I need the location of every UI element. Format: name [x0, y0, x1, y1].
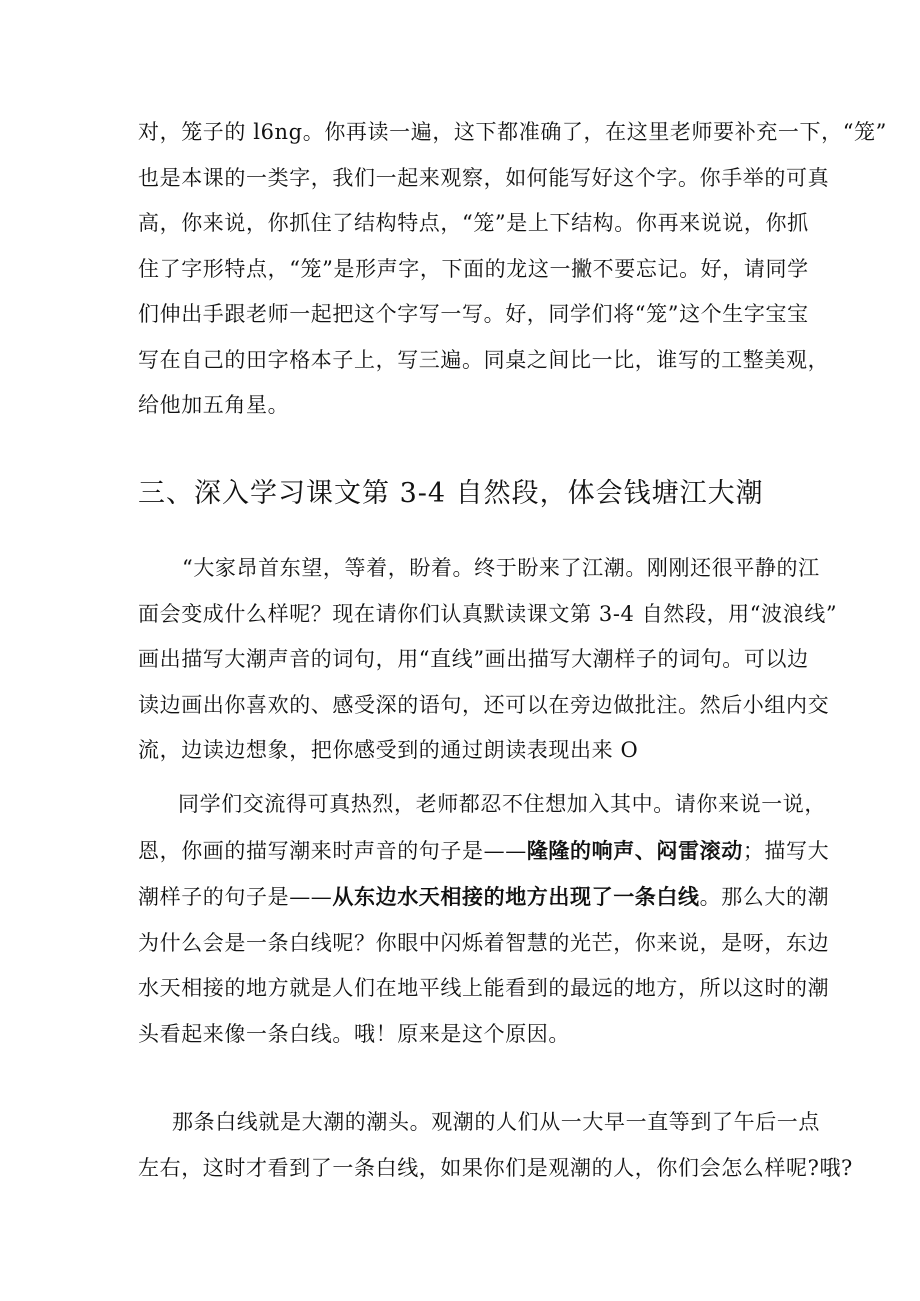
text-segment: 潮样子的句子是——: [138, 885, 333, 909]
paragraph-reading-task: [138, 546, 838, 774]
text-line-with-emphasis: [138, 828, 830, 875]
text-line: 也是本课的一类字，我们一起来观察，如何能写好这个字。你手举的可真: [138, 165, 830, 190]
text-line: 住了字形特点，“笼”是形声字，下面的龙这一撇不要忘记。好，请同学: [138, 256, 809, 281]
text-line: 为什么会是一条白线呢？你眼中闪烁着智慧的光芒，你来说，是呀，东边: [138, 930, 830, 955]
text-line: 给他加五角星。: [138, 393, 290, 417]
emphasized-quote-shape: 从东边水天相接的地方出现了一条白线: [332, 884, 700, 909]
text-line: 写在自己的田字格本子上，写三遍。同桌之间比一比，谁写的工整美观，: [138, 347, 830, 372]
text-line: 那条白线就是大潮的潮头。观潮的人们从一大早一直等到了午后一点: [172, 1110, 820, 1134]
text-segment: ；描写大: [742, 838, 830, 863]
text-segment: 。那么大的潮: [699, 885, 830, 909]
text-line: “大家昂首东望，等着，盼着。终于盼来了江潮。刚刚还很平静的江: [182, 556, 820, 580]
text-line: 读边画出你喜欢的、感受深的语句，还可以在旁边做批注。然后小组内交: [138, 692, 830, 717]
paragraph-white-line: [138, 1100, 853, 1191]
paragraph-discussion: [138, 782, 830, 1057]
text-line: 头看起来像一条白线。哦！原来是这个原因。: [138, 1021, 570, 1046]
emphasized-quote-sound: 隆隆的响声、闷雷滚动: [526, 837, 743, 863]
text-line: 同学们交流得可真热烈，老师都忍不住想加入其中。请你来说一说，: [178, 792, 826, 816]
text-line-with-emphasis: [138, 874, 830, 921]
text-line: 水天相接的地方就是人们在地平线上能看到的最远的地方，所以这时的潮: [138, 976, 830, 1000]
text-line: 面会变成什么样呢？现在请你们认真默读课文第 3-4 自然段，用“波浪线”: [138, 601, 838, 626]
section-heading: 三、深入学习课文第 3-4 自然段，体会钱塘江大潮: [138, 478, 764, 509]
text-line: 高，你来说，你抓住了结构特点，“笼”是上下结构。你再来说说，你抓: [138, 211, 809, 235]
paragraph-teaching-character: [138, 110, 887, 429]
text-line: 们伸出手跟老师一起把这个字写一写。好，同学们将“笼”这个生字宝宝: [138, 302, 809, 326]
text-line: 左右，这时才看到了一条白线，如果你们是观潮的人，你们会怎么样呢?哦?: [138, 1155, 853, 1180]
text-line: 画出描写大潮声音的词句，用“直线”画出描写大潮样子的词句。可以边: [138, 647, 809, 671]
text-line: 对，笼子的 l6ng。你再读一遍，这下都准确了，在这里老师要补充一下，“笼”: [138, 120, 887, 144]
text-segment: 恩，你画的描写潮来时声音的句子是——: [138, 838, 527, 863]
text-line: 流，边读边想象，把你感受到的通过朗读表现出来 O: [138, 738, 639, 762]
